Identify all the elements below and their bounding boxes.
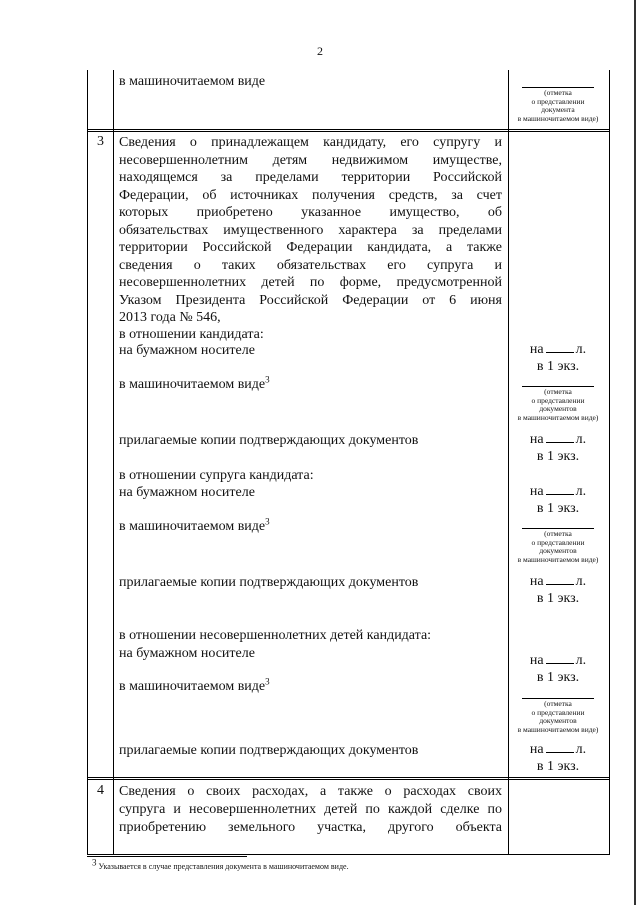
spouse-heading: в отношении супруга кандидата:	[119, 468, 314, 483]
sheet-count-field: на л. в 1 экз.	[529, 742, 587, 774]
row-divider	[88, 129, 609, 132]
candidate-heading: в отношении кандидата:	[119, 327, 264, 342]
row3-paragraph-line: находящемся за пределами территории Российской	[119, 170, 502, 185]
blank-line	[546, 431, 574, 443]
machine-readable-mark: (отметка о представлении документов в машиночитаемом виде)	[517, 699, 599, 734]
spouse-paper-label: на бумажном носителе	[119, 485, 255, 500]
blank-line	[546, 741, 574, 753]
form-table	[87, 70, 610, 855]
row-number: 3	[97, 134, 104, 149]
row4-paragraph-line: супруга и несовершеннолетних детей по каждой сделке по	[119, 802, 502, 817]
spouse-machine-label: в машиночитаемом виде$^3$	[119, 516, 270, 534]
candidate-copies-label: прилагаемые копии подтверждающих документов	[119, 433, 419, 448]
row3-paragraph-line: 2013 года № 546,	[119, 310, 221, 325]
footnote-ref: 3	[265, 374, 270, 385]
page-number: 2	[317, 44, 323, 58]
children-heading: в отношении несовершеннолетних детей кандидата:	[119, 628, 432, 643]
row3-paragraph-line: которых приобретено указанное имущество, об	[119, 205, 502, 220]
footnote-ref: 3	[265, 516, 270, 527]
machine-readable-mark: (отметка о представлении документов в машиночитаемом виде)	[517, 529, 599, 564]
sheet-count-field: на л. в 1 экз.	[529, 342, 587, 374]
children-machine-label: в машиночитаемом виде$^3$	[119, 676, 270, 694]
blank-line	[546, 573, 574, 585]
footnote-ref: 3	[265, 676, 270, 687]
footnote: $^3$ Указывается в случае представления документа в машиночитаемом виде.	[92, 857, 349, 871]
candidate-paper-label: на бумажном носителе	[119, 343, 255, 358]
row3-paragraph-line: несовершеннолетних детей по форме, предусмотренной	[119, 275, 502, 290]
machine-readable-mark: (отметка о представлении документов в машиночитаемом виде)	[517, 387, 599, 422]
blank-line	[546, 341, 574, 353]
blank-line	[546, 652, 574, 664]
footnote-separator	[87, 856, 247, 857]
children-copies-label: прилагаемые копии подтверждающих документов	[119, 743, 419, 758]
row-top-mark: (отметка о представлении документа в машиночитаемом виде)	[517, 88, 599, 123]
sheet-count-field: на л. в 1 экз.	[529, 574, 587, 606]
children-paper-label: на бумажном носителе	[119, 646, 255, 661]
sheet-count-field: на л. в 1 экз.	[529, 432, 587, 464]
row3-paragraph-line: территории Российской Федерации кандидата, а также	[119, 240, 502, 255]
blank-line	[546, 483, 574, 495]
row3-paragraph-line: обязательствах имущественного характера за пределами	[119, 222, 502, 238]
row4-paragraph-line: Сведения о своих расходах, а также о расходах своих	[119, 784, 502, 799]
row3-paragraph-line: Указом Президента Российской Федерации от 6 июня	[119, 292, 502, 308]
spouse-copies-label: прилагаемые копии подтверждающих документов	[119, 575, 419, 590]
sheet-count-field: на л. в 1 экз.	[529, 653, 587, 685]
row4-paragraph-line: приобретению земельного участка, другого объекта	[119, 820, 502, 835]
row3-paragraph-line: несовершеннолетним детям недвижимом имуществе,	[119, 152, 502, 168]
row-top-text: в машиночитаемом виде	[119, 74, 266, 89]
sheet-count-field: на л. в 1 экз.	[529, 484, 587, 516]
row3-paragraph-line: сведения о таких обязательствах его супруга и	[119, 257, 502, 273]
candidate-machine-label: в машиночитаемом виде$^3$	[119, 374, 270, 392]
row3-paragraph-line: Федерации, об источниках получения средств, за счет	[119, 187, 502, 203]
scan-edge	[634, 0, 636, 905]
column-divider-number	[113, 70, 114, 855]
table-bottom-edge	[88, 854, 609, 855]
row-number: 4	[97, 783, 104, 798]
row3-paragraph-line: Сведения о принадлежащем кандидату, его супругу и	[119, 135, 502, 150]
row-divider	[88, 777, 609, 780]
